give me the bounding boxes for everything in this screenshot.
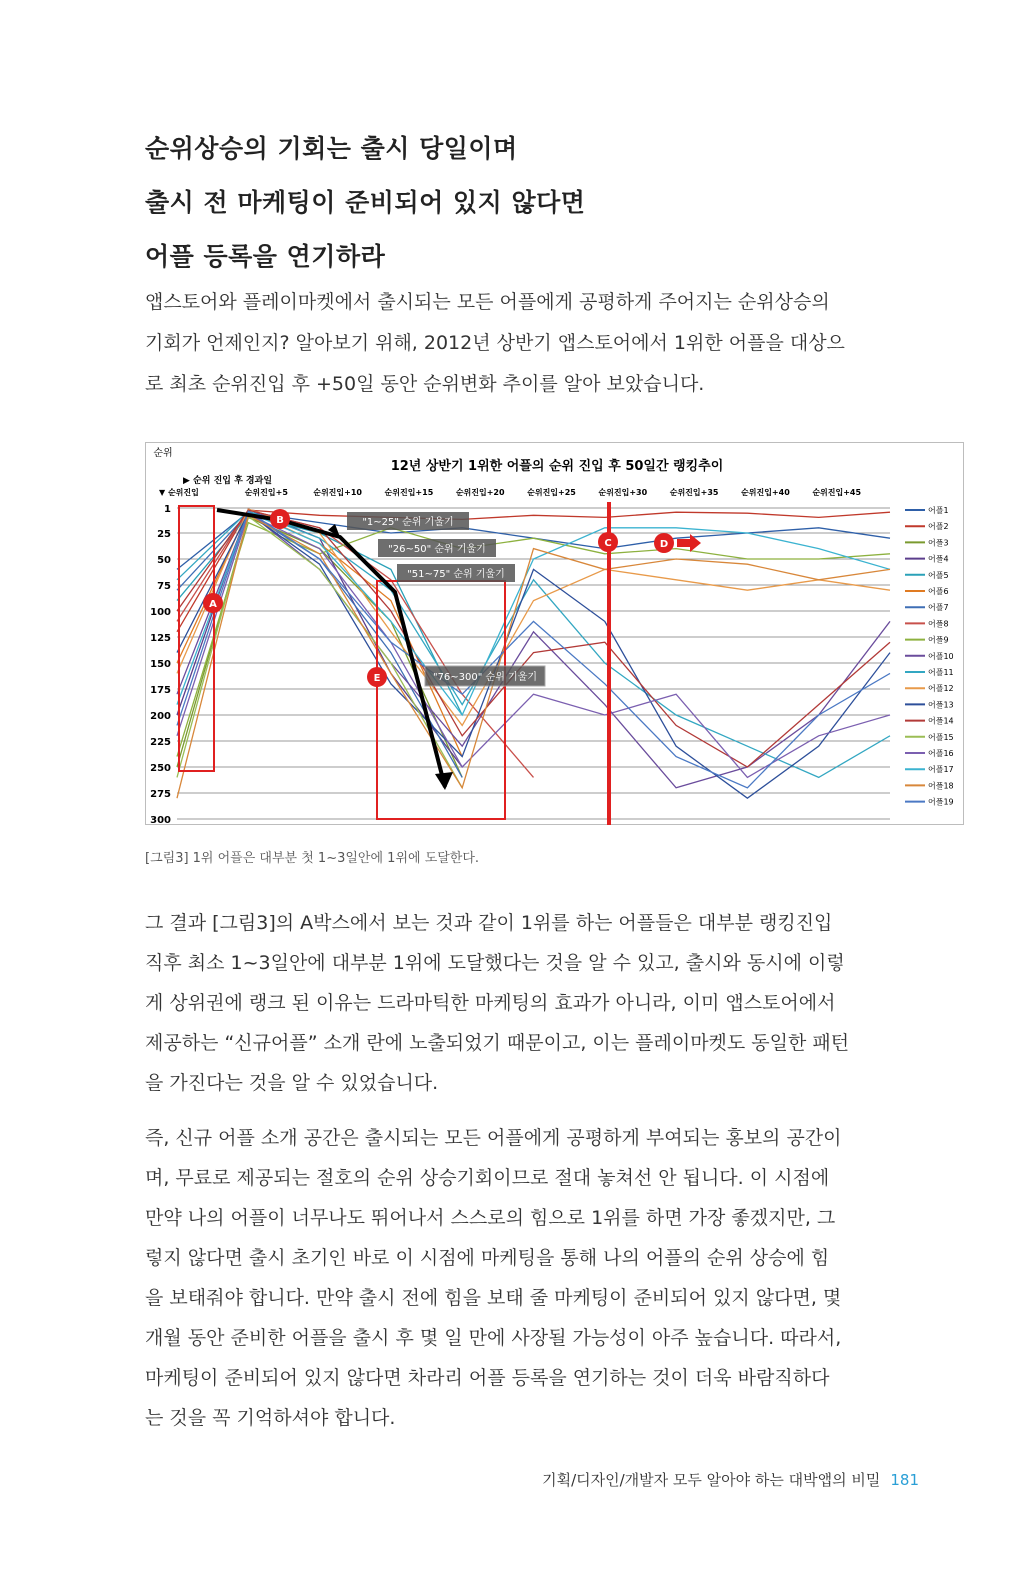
marker-label: E — [373, 673, 381, 684]
ranking-chart — [145, 442, 964, 825]
legend-label: 어플7 — [928, 603, 949, 613]
chart-title: 12년 상반기 1위한 어플의 순위 진입 후 50일간 랭킹추이 — [390, 459, 724, 474]
text-line: 는 것을 꼭 기억하셔야 합니다. — [145, 1407, 396, 1429]
marker-a — [203, 593, 223, 613]
y-tick-label: 75 — [157, 580, 171, 592]
legend-label: 어플18 — [928, 781, 954, 791]
body-paragraph-1 — [145, 903, 885, 1103]
book-title: 기획/디자인/개발자 모두 알아야 하는 대박앱의 비밀 — [542, 1471, 881, 1489]
legend-label: 어플2 — [928, 522, 949, 532]
text-line: 을 가진다는 것을 알 수 있었습니다. — [145, 1072, 439, 1094]
x-tick-label: 순위진입+35 — [669, 488, 719, 497]
text-line: 즉, 신규 어플 소개 공간은 출시되는 모든 어플에게 공평하게 부여되는 홍보의 공간이 — [145, 1127, 842, 1149]
marker-label: D — [659, 539, 669, 550]
x-tick-label: ▼ 순위진입 — [159, 488, 199, 497]
y-tick-label: 1 — [164, 504, 171, 515]
x-tick-label: 순위진입+25 — [527, 488, 576, 497]
legend-label: 어플8 — [928, 619, 949, 629]
y-tick-label: 250 — [150, 762, 171, 774]
x-tick-label: 순위진입+15 — [384, 488, 434, 497]
heading-line: 출시 전 마케팅이 준비되어 있지 않다면 — [145, 188, 586, 217]
ranking-chart-figure — [145, 442, 964, 825]
text-line: 앱스토어와 플레이마켓에서 출시되는 모든 어플에게 공평하게 주어지는 순위상승의 — [145, 291, 830, 313]
text-line: 직후 최소 1~3일안에 대부분 1위에 도달했다는 것을 알 수 있고, 출시와 동시에 이렇 — [145, 952, 845, 974]
heading-line: 순위상승의 기회는 출시 당일이며 — [145, 134, 518, 163]
annotation-3 — [397, 564, 515, 582]
legend-label: 어플6 — [928, 587, 949, 596]
text-line: 만약 나의 어플이 너무나도 뛰어나서 스스로의 힘으로 1위를 하면 가장 좋겠지만, 그 — [145, 1207, 836, 1229]
marker-label: A — [209, 599, 217, 610]
annotation-1 — [347, 512, 469, 530]
text-line: 개월 동안 준비한 어플을 출시 후 몇 일 만에 사장될 가능성이 아주 높습니다. 따라서, — [145, 1327, 842, 1349]
legend-label: 어플12 — [928, 684, 954, 694]
text-line: 제공하는 “신규어플” 소개 란에 노출되었기 때문이고, 이는 플레이마켓도 동일한 패턴 — [145, 1032, 850, 1054]
body-paragraph-2 — [145, 1118, 885, 1438]
x-tick-label: 순위진입+30 — [598, 488, 648, 497]
y-tick-label: 175 — [150, 684, 171, 696]
legend-label: 어플9 — [928, 635, 949, 645]
annotation-text: "51~75" 순위 기울기 — [407, 569, 505, 580]
x-tick-label: 순위진입+5 — [244, 488, 288, 497]
legend-label: 어플11 — [928, 668, 954, 677]
text-line: 며, 무료로 제공되는 절호의 순위 상승기회이므로 절대 놓쳐선 안 됩니다. 이 시점에 — [145, 1167, 830, 1189]
annotation-text: "1~25" 순위 기울기 — [362, 517, 454, 528]
x-tick-label: 순위진입+45 — [812, 488, 862, 497]
legend-label: 어플19 — [928, 797, 954, 807]
section-heading — [145, 122, 585, 284]
y-tick-label: 225 — [150, 736, 171, 748]
text-line: 렇지 않다면 출시 초기인 바로 이 시점에 마케팅을 통해 나의 어플의 순위 상승에 힘 — [145, 1247, 830, 1269]
legend-label: 어플4 — [928, 554, 949, 564]
legend-label: 어플13 — [928, 700, 954, 710]
y-tick-label: 50 — [157, 554, 171, 566]
x-axis-title: ▶ 순위 진입 후 경과일 — [183, 476, 273, 486]
y-axis-label: 순위 — [153, 448, 173, 459]
marker-d — [654, 533, 674, 553]
annotation-text: "26~50" 순위 기울기 — [388, 544, 486, 555]
page-number: 181 — [890, 1471, 919, 1489]
y-tick-label: 300 — [150, 815, 171, 825]
legend-label: 어플5 — [928, 570, 949, 580]
legend-label: 어플3 — [928, 538, 949, 548]
text-line: 그 결과 [그림3]의 A박스에서 보는 것과 같이 1위를 하는 어플들은 대부분 랭킹진입 — [145, 912, 833, 934]
legend-label: 어플16 — [928, 749, 954, 758]
text-line: 게 상위권에 랭크 된 이유는 드라마틱한 마케팅의 효과가 아니라, 이미 앱스토어에서 — [145, 992, 836, 1014]
marker-e — [367, 667, 387, 687]
text-line: 기회가 언제인지? 알아보기 위해, 2012년 상반기 앱스토어에서 1위한 어플을 대상으 — [145, 332, 845, 354]
legend-label: 어플10 — [928, 651, 954, 661]
annotation-4 — [425, 666, 545, 686]
text-line: 을 보태줘야 합니다. 만약 출시 전에 힘을 보태 줄 마케팅이 준비되어 있지 않다면, 몇 — [145, 1287, 842, 1309]
y-tick-label: 200 — [150, 710, 171, 722]
legend-label: 어플14 — [928, 716, 954, 726]
y-tick-label: 275 — [150, 788, 171, 800]
y-tick-label: 125 — [150, 632, 171, 644]
text-line: 마케팅이 준비되어 있지 않다면 차라리 어플 등록을 연기하는 것이 더욱 바람직하다 — [145, 1367, 830, 1389]
marker-c — [598, 532, 618, 552]
legend-label: 어플17 — [928, 765, 954, 775]
figure-caption: [그림3] 1위 어플은 대부분 첫 1~3일안에 1위에 도달한다. — [145, 851, 480, 866]
x-tick-label: 순위진입+20 — [455, 488, 505, 497]
annotation-2 — [378, 539, 496, 557]
marker-label: B — [276, 515, 284, 526]
text-line: 로 최초 순위진입 후 +50일 동안 순위변화 추이를 알아 보았습니다. — [145, 373, 705, 395]
annotation-text: "76~300" 순위 기울기 — [432, 672, 538, 683]
x-tick-label: 순위진입+10 — [313, 488, 362, 497]
legend-label: 어플1 — [928, 506, 949, 515]
y-tick-label: 25 — [157, 528, 171, 540]
x-tick-label: 순위진입+40 — [741, 488, 790, 497]
page-footer — [542, 1469, 919, 1490]
y-tick-label: 100 — [150, 606, 171, 618]
marker-label: C — [604, 538, 612, 549]
marker-b — [270, 509, 290, 529]
intro-paragraph — [145, 282, 885, 405]
y-tick-label: 150 — [150, 658, 171, 670]
legend-label: 어플15 — [928, 732, 954, 742]
heading-line: 어플 등록을 연기하라 — [145, 242, 386, 271]
